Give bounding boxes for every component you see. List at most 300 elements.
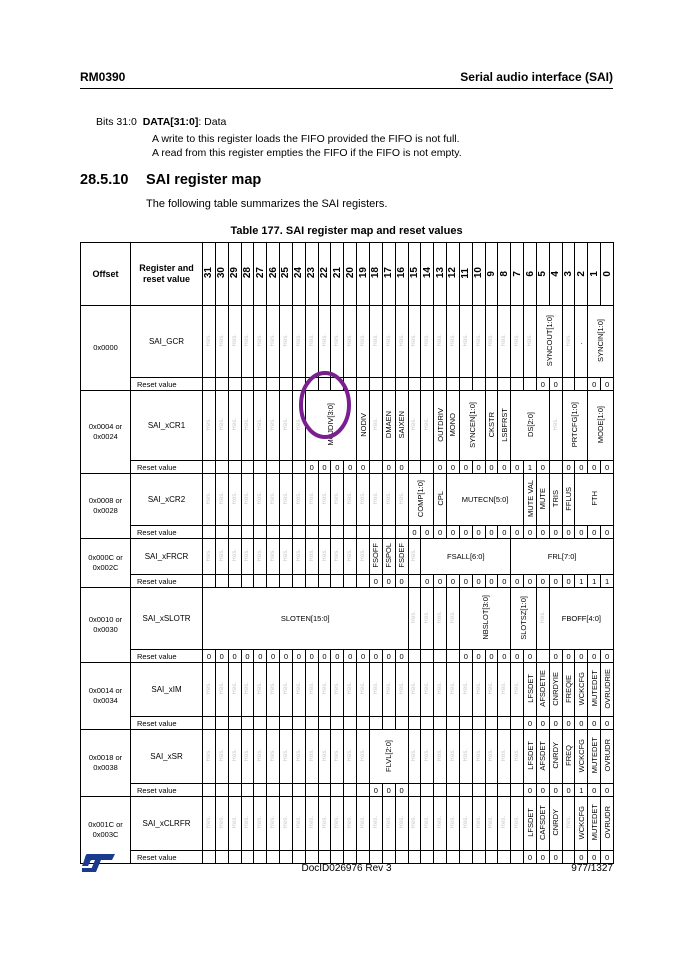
bit-number-label: 8: [498, 270, 510, 277]
reset-bit-value: [267, 378, 280, 391]
reset-bit-value: [498, 851, 511, 864]
reset-bit-value: 0: [536, 575, 549, 588]
reserved-label: Res.: [462, 749, 469, 762]
field-label: LFSDET: [525, 808, 535, 837]
reserved-bit: [472, 730, 485, 784]
reserved-label: Res.: [501, 334, 508, 347]
reserved-bit: [305, 730, 318, 784]
bit-number-header: [472, 243, 485, 306]
reset-bit-value: 0: [485, 461, 498, 474]
field-label: CNRDYIE: [551, 671, 561, 706]
reset-bit-value: 0: [382, 461, 395, 474]
reset-bit-value: [241, 851, 254, 864]
bit-number-label: 31: [203, 267, 215, 279]
reset-bit-value: [344, 784, 357, 797]
reset-value-row: [81, 526, 614, 539]
reserved-label: Res.: [308, 749, 315, 762]
reserved-bit: [254, 474, 267, 526]
reserved-bit: [318, 539, 331, 575]
reserved-bit: [382, 663, 395, 717]
register-name: SAI_xFRCR: [131, 539, 203, 575]
bit-number-header: [254, 243, 267, 306]
register-name: SAI_xCLRFR: [131, 797, 203, 851]
register-field: [536, 474, 549, 526]
reserved-bit: [369, 663, 382, 717]
reset-bit-value: 0: [447, 575, 460, 588]
bits-description: [96, 116, 226, 128]
field-label: WCKCFG: [576, 805, 586, 840]
reset-bit-value: [459, 717, 472, 730]
field-label: CAFSDET: [538, 804, 548, 840]
reset-bit-value: [434, 717, 447, 730]
reserved-label: Res.: [205, 334, 212, 347]
reserved-bit: [215, 730, 228, 784]
reset-value-row: [81, 650, 614, 663]
reset-bit-value: [228, 717, 241, 730]
field-label: FSPOL: [384, 543, 394, 568]
reset-bit-value: 0: [459, 650, 472, 663]
reserved-label: Res.: [449, 611, 456, 624]
reserved-bit: [318, 663, 331, 717]
reset-bit-value: 0: [292, 650, 305, 663]
bits-range: Bits 31:0: [96, 116, 137, 128]
reserved-bit: [395, 663, 408, 717]
register-field: [447, 391, 460, 461]
reserved-bit: [382, 306, 395, 378]
reset-bit-value: 0: [498, 575, 511, 588]
register-field-row: [81, 663, 614, 717]
reserved-bit: [434, 730, 447, 784]
field-label: MUTEDET: [589, 670, 599, 707]
reset-bit-value: 0: [601, 650, 614, 663]
reset-bit-value: [241, 378, 254, 391]
reset-bit-value: [241, 717, 254, 730]
register-field: [562, 730, 575, 784]
reset-value-label: Reset value: [131, 650, 203, 663]
reset-bit-value: [215, 378, 228, 391]
reset-bit-value: 0: [601, 526, 614, 539]
reserved-bit: [318, 730, 331, 784]
reset-bit-value: 0: [485, 650, 498, 663]
reserved-bit: [434, 797, 447, 851]
reserved-bit: [318, 474, 331, 526]
reset-bit-value: [369, 526, 382, 539]
reserved-label: Res.: [308, 334, 315, 347]
reset-bit-value: [485, 378, 498, 391]
reserved-label: Res.: [321, 682, 328, 695]
register-field: [549, 797, 562, 851]
reserved-bit: [254, 306, 267, 378]
reset-bit-value: 0: [395, 461, 408, 474]
reset-bit-value: [421, 784, 434, 797]
reserved-label: Res.: [244, 682, 251, 695]
reserved-bit: [447, 588, 460, 650]
register-field: [562, 391, 588, 461]
reserved-bit: [344, 730, 357, 784]
reserved-label: Res.: [205, 816, 212, 829]
reserved-label: Res.: [501, 816, 508, 829]
bits-desc-line: A write to this register loads the FIFO provided the FIFO is not full.: [152, 133, 460, 145]
reserved-bit: [267, 306, 280, 378]
reserved-label: Res.: [244, 418, 251, 431]
reserved-bit: [241, 797, 254, 851]
reserved-label: Res.: [411, 334, 418, 347]
reset-bit-value: [434, 650, 447, 663]
reserved-label: Res.: [321, 334, 328, 347]
reserved-bit: [421, 797, 434, 851]
register-field-row: [81, 306, 614, 378]
reserved-label: Res.: [449, 682, 456, 695]
register-field: [524, 730, 537, 784]
reserved-bit: [331, 539, 344, 575]
reserved-bit: [305, 797, 318, 851]
reserved-bit: [292, 539, 305, 575]
reset-bit-value: [459, 851, 472, 864]
register-field: [549, 663, 562, 717]
bit-number-header: [267, 243, 280, 306]
reset-bit-value: 0: [575, 717, 588, 730]
reserved-bit: [228, 539, 241, 575]
reset-bit-value: 0: [472, 461, 485, 474]
reset-bit-value: [459, 378, 472, 391]
field-label: NODIV: [358, 412, 368, 437]
reset-bit-value: [254, 378, 267, 391]
bit-number-header: [369, 243, 382, 306]
reserved-label: Res.: [488, 334, 495, 347]
reset-bit-value: [408, 851, 421, 864]
reserved-label: Res.: [424, 334, 431, 347]
reserved-bit: [408, 730, 421, 784]
reserved-bit: [305, 306, 318, 378]
reserved-label: Res.: [205, 549, 212, 562]
field-label: LFSDET: [525, 674, 535, 703]
reset-bit-value: 0: [588, 378, 601, 391]
reset-bit-value: [331, 784, 344, 797]
reserved-label: Res.: [270, 418, 277, 431]
reserved-label: Res.: [270, 682, 277, 695]
register-field: [408, 474, 434, 526]
reset-bit-value: [408, 378, 421, 391]
bit-number-header: [421, 243, 434, 306]
reserved-label: Res.: [257, 334, 264, 347]
reserved-label: Res.: [231, 492, 238, 505]
reserved-bit: [254, 730, 267, 784]
reset-bit-value: 0: [447, 461, 460, 474]
register-field: [395, 539, 408, 575]
reset-bit-value: 0: [562, 575, 575, 588]
reset-bit-value: 0: [434, 575, 447, 588]
reserved-bit: [331, 474, 344, 526]
reset-bit-value: [382, 851, 395, 864]
field-label: CNRDY: [551, 742, 561, 769]
reset-bit-value: [369, 851, 382, 864]
reset-bit-value: [254, 526, 267, 539]
reserved-bit: [498, 663, 511, 717]
reserved-label: Res.: [218, 549, 225, 562]
register-field: [601, 730, 614, 784]
reset-bit-value: [434, 784, 447, 797]
reset-bit-value: 0: [549, 717, 562, 730]
reset-bit-value: [267, 851, 280, 864]
reserved-bit: [241, 306, 254, 378]
register-name: SAI_xSLOTR: [131, 588, 203, 650]
reset-bit-value: 0: [549, 650, 562, 663]
reserved-label: Res.: [205, 682, 212, 695]
reset-bit-value: [511, 784, 524, 797]
reserved-bit: [395, 474, 408, 526]
reserved-label: Res.: [218, 334, 225, 347]
reset-bit-value: 0: [575, 461, 588, 474]
register-field-row: [81, 797, 614, 851]
reset-bit-value: [485, 784, 498, 797]
field-label: CPL: [435, 491, 445, 506]
reset-bit-value: [562, 851, 575, 864]
reserved-bit: [203, 663, 216, 717]
reset-bit-value: 0: [254, 650, 267, 663]
section-heading: [80, 172, 261, 188]
reserved-label: Res.: [501, 749, 508, 762]
bit-number-label: 19: [357, 267, 369, 279]
bits-suffix: : Data: [198, 116, 227, 128]
field-label: SYNCIN[1:0]: [596, 319, 606, 362]
reserved-label: Res.: [347, 334, 354, 347]
reset-bit-value: 0: [524, 784, 537, 797]
reserved-bit: [408, 391, 421, 461]
reserved-bit: [408, 539, 421, 575]
reset-bit-value: [408, 784, 421, 797]
reserved-bit: [241, 663, 254, 717]
reserved-label: Res.: [398, 492, 405, 505]
reset-bit-value: [447, 784, 460, 797]
reset-bit-value: 0: [421, 575, 434, 588]
register-offset: 0x0008 or 0x0028: [81, 474, 131, 539]
reserved-bit: [292, 663, 305, 717]
reserved-bit: [254, 797, 267, 851]
reserved-label: Res.: [205, 492, 212, 505]
reset-bit-value: 0: [331, 650, 344, 663]
reset-bit-value: 0: [549, 378, 562, 391]
reserved-label: Res.: [282, 749, 289, 762]
reset-bit-value: 0: [498, 526, 511, 539]
reserved-label: Res.: [372, 816, 379, 829]
reserved-label: Res.: [347, 749, 354, 762]
reset-bit-value: 0: [524, 575, 537, 588]
reserved-bit: [357, 539, 370, 575]
reset-bit-value: [254, 461, 267, 474]
reset-bit-value: [292, 851, 305, 864]
reserved-bit: [241, 539, 254, 575]
reserved-label: Res.: [218, 816, 225, 829]
reserved-label: Res.: [257, 549, 264, 562]
reset-bit-value: [408, 717, 421, 730]
reset-bit-value: 0: [241, 650, 254, 663]
reserved-bit: [344, 797, 357, 851]
table-header-row: [81, 243, 614, 306]
register-field: MUTECN[5:0]: [447, 474, 524, 526]
reserved-label: Res.: [282, 334, 289, 347]
reset-bit-value: [280, 784, 293, 797]
reserved-bit: [408, 588, 421, 650]
reset-bit-value: [344, 851, 357, 864]
field-label: AFSDET: [538, 740, 548, 771]
reset-bit-value: [395, 717, 408, 730]
reset-bit-value: 0: [318, 461, 331, 474]
reset-bit-value: 0: [562, 526, 575, 539]
reserved-label: Res.: [231, 816, 238, 829]
reserved-bit: [254, 663, 267, 717]
bit-number-header: [292, 243, 305, 306]
reset-bit-value: 0: [588, 650, 601, 663]
register-offset: 0x000C or 0x002C: [81, 539, 131, 588]
reserved-label: Res.: [308, 549, 315, 562]
reset-bit-value: 0: [434, 461, 447, 474]
reset-bit-value: [331, 526, 344, 539]
reserved-bit: [280, 306, 293, 378]
reset-bit-value: 0: [536, 461, 549, 474]
register-field: [588, 663, 601, 717]
reset-value-label: Reset value: [131, 717, 203, 730]
reset-bit-value: 0: [601, 784, 614, 797]
reset-bit-value: 0: [549, 526, 562, 539]
reserved-label: Res.: [270, 816, 277, 829]
reset-bit-value: 0: [536, 378, 549, 391]
field-label: MONO: [448, 412, 458, 437]
reserved-bit: [331, 797, 344, 851]
reset-bit-value: 0: [524, 717, 537, 730]
reset-bit-value: [215, 717, 228, 730]
reserved-label: Res.: [257, 749, 264, 762]
register-field: [575, 663, 588, 717]
reserved-label: Res.: [372, 418, 379, 431]
reset-bit-value: 0: [344, 461, 357, 474]
reserved-bit: [357, 797, 370, 851]
bit-number-header: [344, 243, 357, 306]
reserved-label: Res.: [231, 418, 238, 431]
reserved-bit: [369, 474, 382, 526]
bit-number-label: 17: [383, 267, 395, 279]
reserved-bit: [562, 797, 575, 851]
reset-bit-value: [434, 851, 447, 864]
register-field: [601, 797, 614, 851]
register-field-row: [81, 730, 614, 784]
reserved-label: Res.: [218, 749, 225, 762]
reset-bit-value: 0: [511, 575, 524, 588]
reset-bit-value: 1: [524, 461, 537, 474]
reset-bit-value: [254, 717, 267, 730]
reserved-label: Res.: [308, 816, 315, 829]
reset-bit-value: [280, 526, 293, 539]
reset-bit-value: [357, 784, 370, 797]
register-field-row: [81, 474, 614, 526]
reserved-label: Res.: [270, 549, 277, 562]
reserved-label: Res.: [231, 682, 238, 695]
reserved-bit: [267, 474, 280, 526]
reset-bit-value: [472, 717, 485, 730]
register-field: [511, 588, 537, 650]
bit-number-label: 15: [408, 267, 420, 279]
reset-bit-value: 1: [575, 784, 588, 797]
register-field: [395, 391, 408, 461]
reset-bit-value: [318, 575, 331, 588]
reset-bit-value: 0: [498, 461, 511, 474]
bit-number-header: [498, 243, 511, 306]
bit-number-label: 23: [306, 267, 318, 279]
reset-bit-value: [280, 378, 293, 391]
reset-value-row: [81, 575, 614, 588]
bit-number-label: 7: [511, 270, 523, 277]
reserved-bit: [280, 474, 293, 526]
reset-bit-value: 0: [395, 575, 408, 588]
field-label: CKSTR: [486, 411, 496, 438]
section-title: SAI register map: [146, 172, 262, 188]
reserved-label: Res.: [437, 611, 444, 624]
reserved-label: Res.: [385, 334, 392, 347]
reset-bit-value: 0: [305, 461, 318, 474]
reserved-bit: [434, 663, 447, 717]
reserved-bit: [305, 663, 318, 717]
reset-bit-value: 0: [562, 784, 575, 797]
reset-bit-value: [421, 851, 434, 864]
reset-bit-value: 0: [498, 650, 511, 663]
reserved-label: Res.: [565, 816, 572, 829]
bit-number-label: 6: [524, 270, 536, 277]
reserved-label: Res.: [295, 816, 302, 829]
register-map-table: [80, 242, 614, 864]
bit-number-label: 11: [460, 267, 472, 279]
reset-bit-value: [369, 378, 382, 391]
reserved-bit: [511, 797, 524, 851]
reserved-label: Res.: [411, 611, 418, 624]
reset-bit-value: [447, 378, 460, 391]
reset-bit-value: [447, 851, 460, 864]
reset-bit-value: 0: [382, 650, 395, 663]
bit-number-header: [215, 243, 228, 306]
reserved-bit: [421, 306, 434, 378]
reserved-label: Res.: [514, 334, 521, 347]
reserved-bit: [498, 306, 511, 378]
reserved-label: Res.: [372, 682, 379, 695]
reset-bit-value: [447, 650, 460, 663]
reset-bit-value: [203, 526, 216, 539]
bit-number-header: [485, 243, 498, 306]
reset-bit-value: [280, 851, 293, 864]
reset-bit-value: [369, 717, 382, 730]
reserved-bit: [267, 663, 280, 717]
bit-number-label: 22: [319, 267, 331, 279]
reset-bit-value: [203, 717, 216, 730]
bits-field: DATA[31:0]: [142, 116, 199, 128]
reset-value-label: Reset value: [131, 378, 203, 391]
reserved-bit: [524, 306, 537, 378]
bit-number-label: 20: [344, 267, 356, 279]
reset-bit-value: [267, 526, 280, 539]
reset-bit-value: 0: [344, 650, 357, 663]
reserved-label: Res.: [462, 682, 469, 695]
reset-bit-value: 0: [331, 461, 344, 474]
reserved-label: Res.: [424, 611, 431, 624]
reset-bit-value: [485, 717, 498, 730]
reserved-label: Res.: [424, 682, 431, 695]
reserved-label: Res.: [295, 549, 302, 562]
reserved-label: Res.: [372, 492, 379, 505]
reset-bit-value: [382, 378, 395, 391]
reset-bit-value: [215, 851, 228, 864]
reset-bit-value: [408, 575, 421, 588]
reset-bit-value: 0: [485, 575, 498, 588]
footer-page-number: 977/1327: [571, 863, 613, 874]
reset-bit-value: 0: [369, 784, 382, 797]
bit-number-label: 24: [293, 267, 305, 279]
